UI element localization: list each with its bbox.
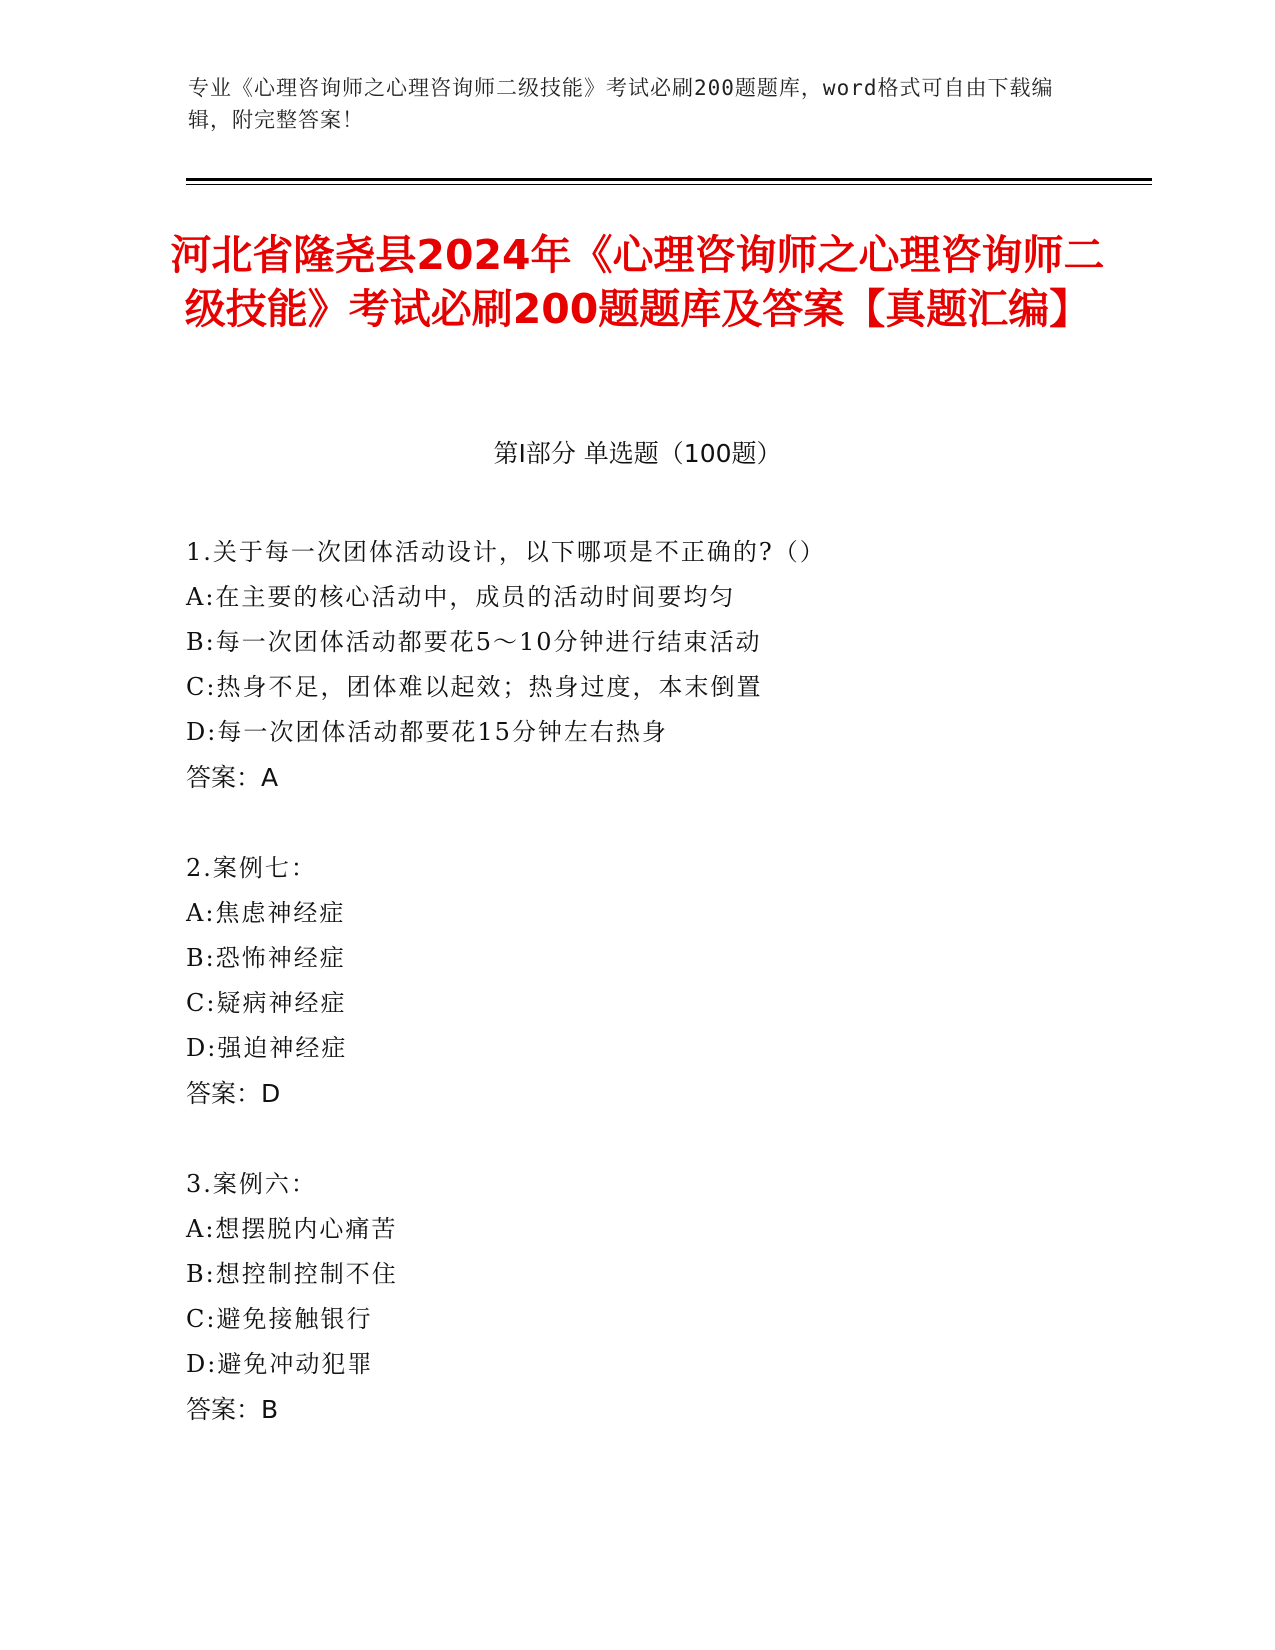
option-c: C:避免接触银行	[186, 1305, 373, 1333]
option-d: D:避免冲动犯罪	[186, 1350, 374, 1378]
option-b: B:想控制控制不住	[186, 1260, 398, 1288]
option-b: B:恐怖神经症	[186, 944, 346, 972]
option-b: B:每一次团体活动都要花5～10分钟进行结束活动	[186, 628, 762, 656]
question-3	[186, 1162, 1146, 1432]
answer: 答案：D	[186, 1079, 281, 1108]
answer: 答案：B	[186, 1395, 279, 1424]
header-note: 专业《心理咨询师之心理咨询师二级技能》考试必刷200题题库，word格式可自由下载编辑，附完整答案！	[188, 76, 1054, 132]
section-title: 第I部分 单选题（100题）	[493, 439, 782, 468]
option-a: A:在主要的核心活动中，成员的活动时间要均匀	[186, 583, 736, 611]
question-stem: 1.关于每一次团体活动设计，以下哪项是不正确的?（）	[186, 538, 826, 566]
option-a: A:想摆脱内心痛苦	[186, 1215, 398, 1243]
answer: 答案：A	[186, 763, 279, 792]
header-divider-thin	[186, 184, 1152, 185]
option-d: D:强迫神经症	[186, 1034, 348, 1062]
question-stem: 3.案例六：	[186, 1170, 317, 1198]
option-d: D:每一次团体活动都要花15分钟左右热身	[186, 718, 668, 746]
question-stem: 2.案例七：	[186, 854, 317, 882]
option-a: A:焦虑神经症	[186, 899, 346, 927]
option-c: C:疑病神经症	[186, 989, 347, 1017]
header-divider-thick	[186, 178, 1152, 181]
question-list	[186, 530, 1146, 1478]
question-1	[186, 530, 1146, 800]
document-title: 河北省隆尧县2024年《心理咨询师之心理咨询师二级技能》考试必刷200题题库及答案【真题汇编】	[170, 231, 1105, 333]
question-2	[186, 846, 1146, 1116]
option-c: C:热身不足，团体难以起效；热身过度，本末倒置	[186, 673, 763, 701]
